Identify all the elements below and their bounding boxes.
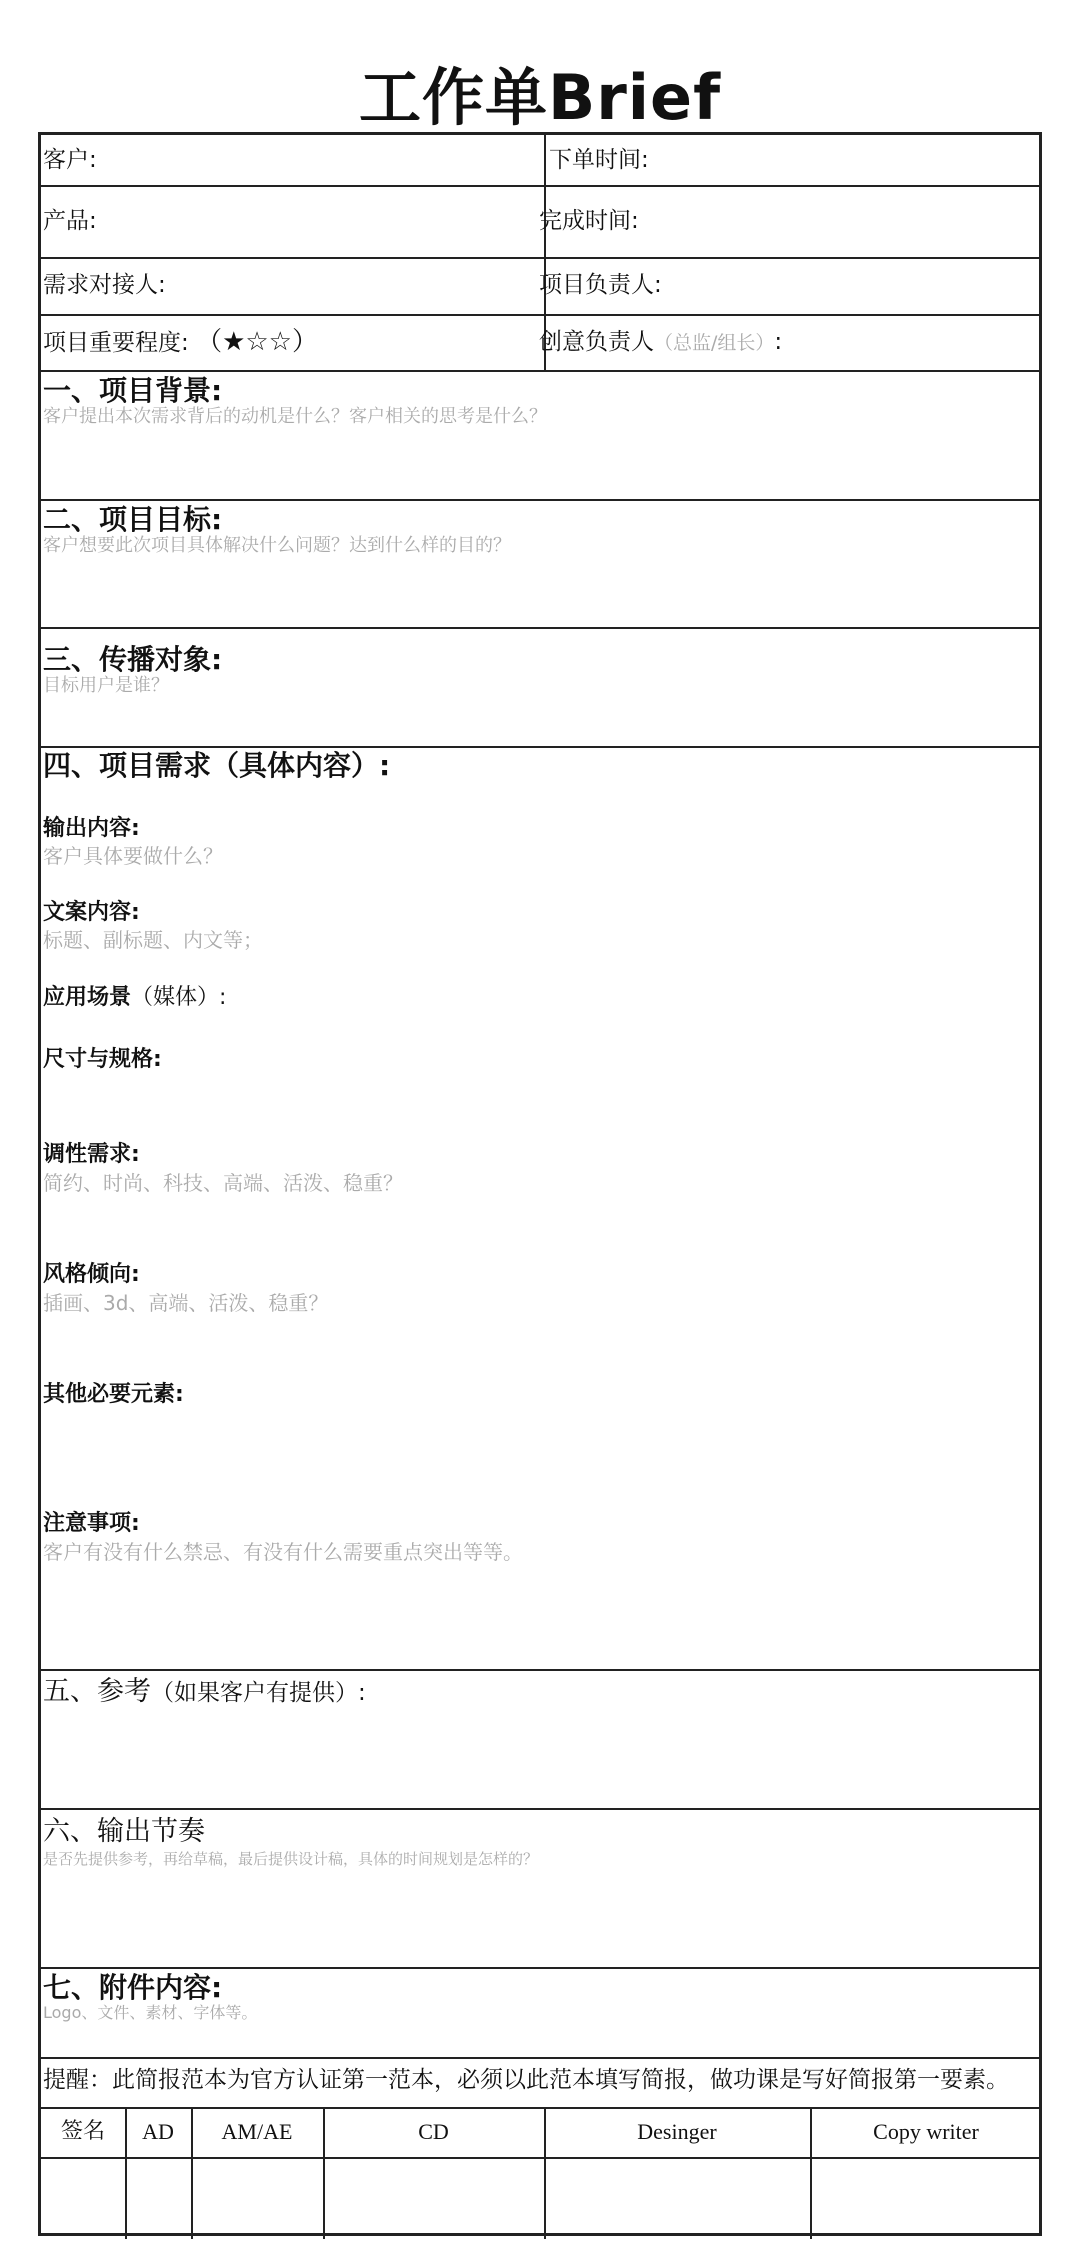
designer-sign-cell[interactable]	[546, 2159, 810, 2237]
scene-field	[43, 984, 226, 1012]
am-ae-header: AM/AE	[221, 2119, 293, 2144]
sign-header: 签名	[60, 2119, 105, 2144]
divider	[41, 1967, 1039, 1969]
divider	[41, 627, 1039, 629]
audience-title: 三、传播对象:	[43, 643, 223, 676]
scene-note: （媒体）:	[131, 985, 227, 1010]
project-owner-field[interactable]: 项目负责人:	[539, 272, 662, 298]
product-field[interactable]: 产品:	[43, 208, 97, 234]
divider	[41, 370, 1039, 372]
tone-title: 调性需求:	[43, 1142, 140, 1167]
attachments-title: 七、附件内容:	[43, 1971, 223, 2004]
finish-time-field[interactable]: 完成时间:	[539, 208, 639, 234]
divider	[41, 1808, 1039, 1810]
reference-field	[43, 1675, 366, 1710]
brief-form	[38, 132, 1042, 2236]
goal-hint: 客户想要此次项目具体解决什么问题？达到什么样的目的？	[43, 535, 511, 556]
rhythm-hint: 是否先提供参考，再给草稿，最后提供设计稿，具体的时间规划是怎样的？	[43, 1850, 539, 1868]
cd-header: CD	[418, 2119, 449, 2144]
reminder-text: 提醒：此简报范本为官方认证第一范本，必须以此范本填写简报，做功课是写好简报第一要素。	[43, 2067, 1009, 2093]
size-title: 尺寸与规格:	[43, 1047, 162, 1072]
background-hint: 客户提出本次需求背后的动机是什么？客户相关的思考是什么？	[43, 406, 547, 427]
importance-label: 项目重要程度:	[43, 330, 189, 356]
cd-sign-cell[interactable]	[325, 2159, 544, 2237]
creative-owner-hint: （总监/组长）	[654, 332, 775, 354]
page-title: 工作单Brief	[358, 61, 722, 134]
divider	[41, 185, 1039, 187]
am-ae-sign-cell[interactable]	[193, 2159, 323, 2237]
copy-hint: 标题、副标题、内文等；	[43, 928, 263, 952]
divider	[41, 257, 1039, 259]
divider	[41, 314, 1039, 316]
copywriter-header: Copy writer	[873, 2119, 979, 2144]
sign-cell[interactable]	[41, 2159, 125, 2237]
creative-owner-field[interactable]	[539, 327, 782, 358]
divider	[41, 499, 1039, 501]
copy-title: 文案内容:	[43, 900, 140, 925]
order-time-field[interactable]: 下单时间:	[549, 147, 649, 173]
audience-hint: 目标用户是谁？	[43, 675, 169, 696]
tone-hint: 简约、时尚、科技、高端、活泼、稳重？	[43, 1171, 403, 1195]
requirements-title: 四、项目需求（具体内容）:	[43, 749, 391, 782]
divider	[41, 1669, 1039, 1671]
notes-hint: 客户有没有什么禁忌、有没有什么需要重点突出等等。	[43, 1540, 523, 1564]
ad-sign-cell[interactable]	[127, 2159, 191, 2237]
background-title: 一、项目背景:	[43, 374, 223, 407]
client-field[interactable]: 客户:	[43, 147, 97, 173]
goal-title: 二、项目目标:	[43, 503, 223, 536]
reference-note: （如果客户有提供）:	[151, 1680, 366, 1706]
notes-title: 注意事项:	[43, 1511, 140, 1536]
copywriter-sign-cell[interactable]	[812, 2159, 1040, 2237]
output-title: 输出内容:	[43, 816, 140, 841]
divider	[41, 2057, 1039, 2059]
contact-field[interactable]: 需求对接人:	[43, 272, 166, 298]
attachments-hint: Logo、文件、素材、字体等。	[43, 2003, 258, 2022]
rhythm-title: 六、输出节奏	[43, 1816, 205, 1847]
elements-title: 其他必要元素:	[43, 1382, 184, 1407]
style-hint: 插画、3d、高端、活泼、稳重？	[43, 1291, 329, 1315]
creative-owner-colon: :	[774, 329, 783, 355]
importance-field[interactable]	[43, 327, 318, 358]
ad-header: AD	[142, 2119, 174, 2144]
importance-stars: （★☆☆）	[196, 327, 318, 357]
creative-owner-label: 创意负责人	[539, 329, 654, 355]
divider	[41, 746, 1039, 748]
reference-title: 五、参考	[43, 1676, 151, 1707]
designer-header: Desinger	[637, 2119, 717, 2144]
scene-title: 应用场景	[43, 985, 132, 1010]
style-title: 风格倾向:	[43, 1262, 140, 1287]
output-hint: 客户具体要做什么？	[43, 844, 223, 868]
